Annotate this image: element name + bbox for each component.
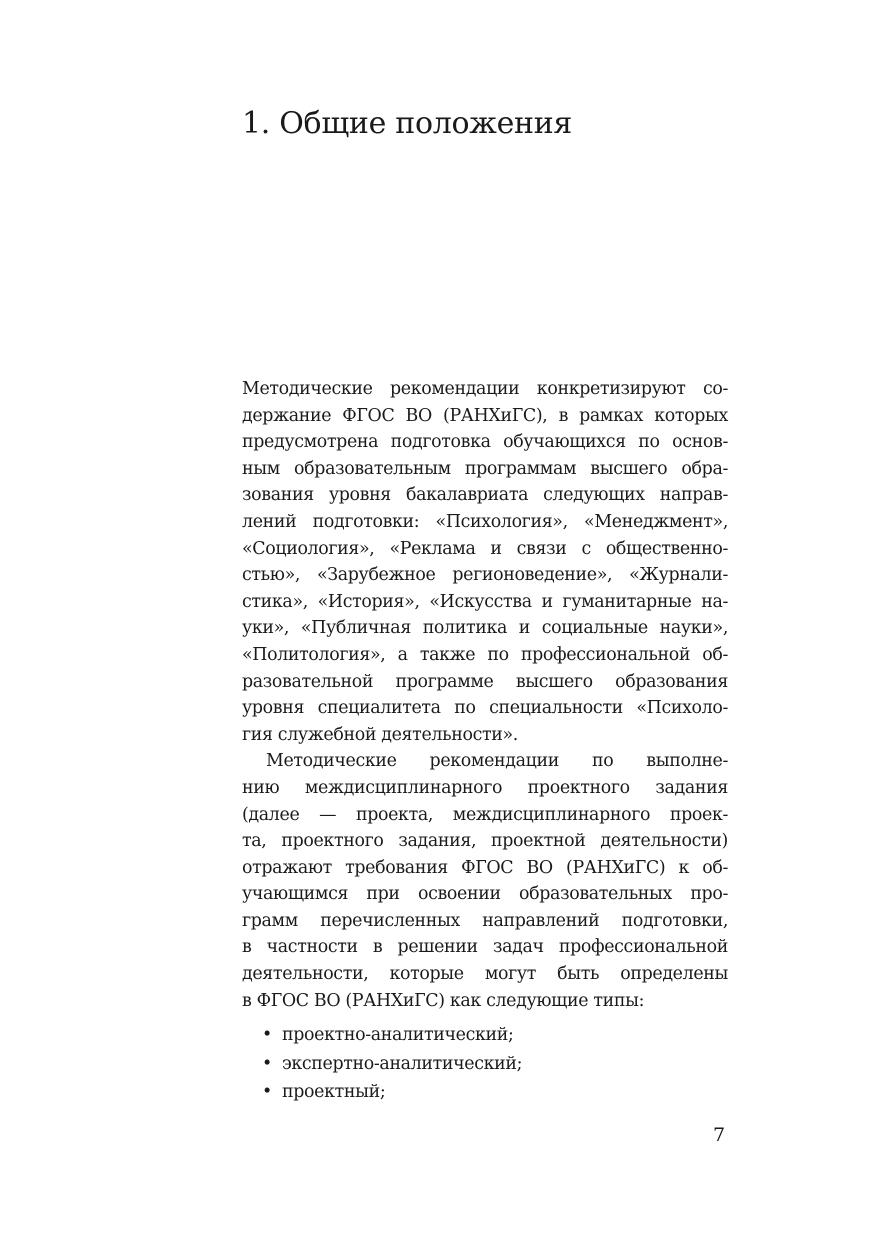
- bullet-list: [262, 1021, 522, 1107]
- text-line: зования уровня бакалавриата следующих направ-: [242, 485, 728, 506]
- text-line: (далее — проекта, междисциплинарного проек-: [242, 804, 728, 825]
- page-number: 7: [713, 1124, 726, 1146]
- text-line: разовательной программе высшего образования: [242, 671, 728, 692]
- text-line: стика», «История», «Искусства и гуманитарные на-: [242, 591, 728, 612]
- text-line: ным образовательным программам высшего обра-: [242, 458, 728, 479]
- text-line: деятельности, которые могут быть определены: [242, 964, 728, 985]
- paragraph-1: [242, 376, 728, 748]
- bullet-icon: •: [262, 1053, 272, 1074]
- list-item-text: проектный;: [282, 1082, 386, 1102]
- list-item: [262, 1050, 522, 1079]
- text-line: учающимся при освоении образовательных про-: [242, 884, 728, 905]
- body-text: [242, 376, 728, 1014]
- text-line: «Политология», а также по профессиональной об-: [242, 644, 728, 665]
- paragraph-2: [242, 748, 728, 1014]
- text-line: лений подготовки: «Психология», «Менеджмент»,: [242, 511, 728, 532]
- text-line: предусмотрена подготовка обучающихся по основ-: [242, 432, 728, 453]
- text-line: стью», «Зарубежное регионоведение», «Журнали-: [242, 565, 728, 586]
- page-title: 1. Общие положения: [242, 106, 573, 141]
- text-line: гия служебной деятельности».: [242, 724, 518, 745]
- text-line: Методические рекомендации по выполне-: [266, 751, 728, 772]
- list-item-text: экспертно-аналитический;: [282, 1053, 523, 1074]
- text-line: отражают требования ФГОС ВО (РАНХиГС) к об-: [242, 857, 728, 878]
- bullet-icon: •: [262, 1082, 272, 1102]
- text-line: нию междисциплинарного проектного задания: [242, 777, 728, 798]
- text-line: в частности в решении задач профессиональной: [242, 937, 728, 958]
- text-line: уровня специалитета по специальности «Психоло-: [242, 698, 728, 719]
- text-line: держание ФГОС ВО (РАНХиГС), в рамках которых: [242, 405, 728, 426]
- text-line: Методические рекомендации конкретизируют со-: [242, 379, 728, 399]
- text-line: уки», «Публичная политика и социальные науки»,: [242, 618, 728, 639]
- list-item: [262, 1078, 522, 1107]
- list-item: [262, 1021, 522, 1050]
- text-line: та, проектного задания, проектной деятельности): [242, 831, 728, 852]
- list-item-text: проектно-аналитический;: [282, 1025, 514, 1045]
- text-line: «Социология», «Реклама и связи с общественно-: [242, 538, 728, 559]
- text-line: грамм перечисленных направлений подготовки,: [242, 910, 728, 931]
- bullet-icon: •: [262, 1025, 272, 1045]
- text-line: в ФГОС ВО (РАНХиГС) как следующие типы:: [242, 990, 645, 1011]
